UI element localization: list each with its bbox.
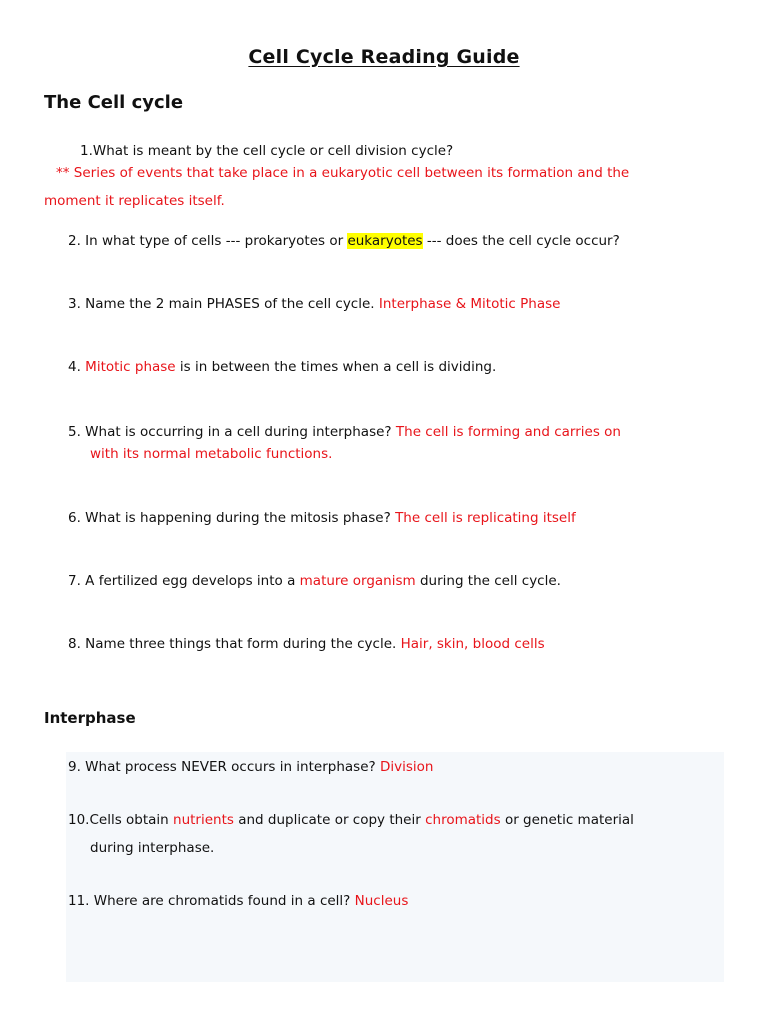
section-heading-cell-cycle: The Cell cycle <box>44 92 184 113</box>
answer-3: Interphase & Mitotic Phase <box>378 296 561 312</box>
answer-1-line-1: ** Series of events that take place in a eukaryotic cell between its formation and the <box>56 165 630 181</box>
answer-9: Division <box>379 759 434 775</box>
question-2-text-start: 2. In what type of cells --- prokaryotes or <box>68 233 348 249</box>
section-heading-interphase: Interphase <box>44 709 136 727</box>
answer-5-line-1: The cell is forming and carries on <box>395 424 621 440</box>
question-8 <box>68 635 545 653</box>
question-10 <box>68 811 634 829</box>
answer-10-nutrients: nutrients <box>173 812 234 828</box>
question-11 <box>68 892 408 910</box>
question-10-line-2: during interphase. <box>90 840 215 856</box>
question-9 <box>68 758 433 776</box>
question-2 <box>68 232 620 250</box>
question-10-text-start: 10.Cells obtain <box>68 812 174 828</box>
question-9-text: 9. What process NEVER occurs in interphase? <box>68 759 380 775</box>
question-2-text-end: --- does the cell cycle occur? <box>422 233 620 249</box>
question-3 <box>68 295 560 313</box>
question-8-text: 8. Name three things that form during the cycle. <box>68 636 401 652</box>
answer-1-line-2: moment it replicates itself. <box>44 193 225 209</box>
answer-5-line-2: with its normal metabolic functions. <box>90 446 333 462</box>
question-7 <box>68 572 561 590</box>
question-4-text: is in between the times when a cell is dividing. <box>175 359 497 375</box>
page-title: Cell Cycle Reading Guide <box>248 46 520 68</box>
answer-8: Hair, skin, blood cells <box>400 636 545 652</box>
question-6-text: 6. What is happening during the mitosis phase? <box>68 510 396 526</box>
question-1: 1.What is meant by the cell cycle or cell division cycle? <box>80 143 454 159</box>
question-11-text: 11. Where are chromatids found in a cell? <box>68 893 355 909</box>
shaded-answer-area <box>66 752 724 982</box>
question-4-number: 4. <box>68 359 86 375</box>
question-5-text: 5. What is occurring in a cell during interphase? <box>68 424 396 440</box>
question-10-text-end: or genetic material <box>500 812 634 828</box>
answer-4: Mitotic phase <box>85 359 176 375</box>
question-7-text-start: 7. A fertilized egg develops into a <box>68 573 300 589</box>
question-2-highlight: eukaryotes <box>347 233 423 249</box>
question-6 <box>68 509 576 527</box>
answer-11: Nucleus <box>354 893 409 909</box>
question-7-text-end: during the cell cycle. <box>415 573 561 589</box>
answer-6: The cell is replicating itself <box>395 510 576 526</box>
answer-7: mature organism <box>299 573 416 589</box>
question-5 <box>68 423 621 441</box>
question-4 <box>68 358 496 376</box>
answer-10-chromatids: chromatids <box>425 812 501 828</box>
question-10-text-middle: and duplicate or copy their <box>233 812 426 828</box>
question-3-text: 3. Name the 2 main PHASES of the cell cycle. <box>68 296 379 312</box>
